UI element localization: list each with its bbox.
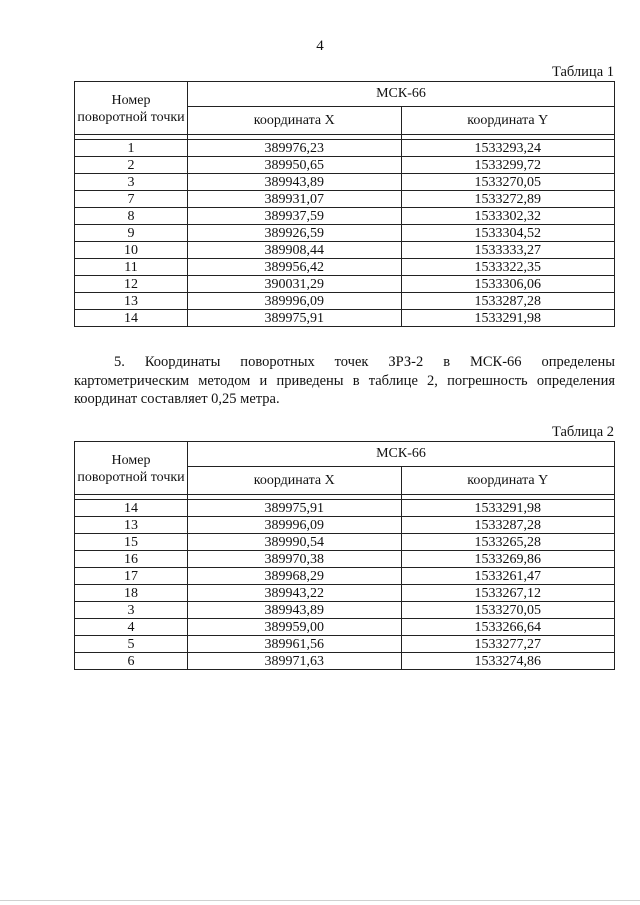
point-number-cell: 3 (75, 602, 188, 619)
point-number-cell: 15 (75, 534, 188, 551)
table-row (75, 242, 615, 259)
point-number-cell: 5 (75, 636, 188, 653)
point-number-header: Номер поворотной точки (75, 82, 188, 135)
table-row (75, 208, 615, 225)
coordinate-x-cell: 389937,59 (188, 208, 402, 225)
point-number-cell: 11 (75, 259, 188, 276)
paragraph-text: 5. Координаты поворотных точек ЗРЗ-2 в МСК-66 определены картометрическим методом и приведены в таблице 2, погрешность определения координат составляет 0,25 метра. (74, 354, 615, 407)
coordinate-y-cell: 1533302,32 (401, 208, 615, 225)
coordinate-y-cell: 1533270,05 (401, 174, 615, 191)
table-row (75, 653, 615, 670)
coordinate-x-cell: 389968,29 (188, 568, 402, 585)
point-number-cell: 3 (75, 174, 188, 191)
coordinate-y-cell: 1533266,64 (401, 619, 615, 636)
table-row (75, 157, 615, 174)
coordinate-y-cell: 1533287,28 (401, 293, 615, 310)
point-number-cell: 7 (75, 191, 188, 208)
coordinate-x-cell: 389943,22 (188, 585, 402, 602)
coordinates-table-2 (74, 441, 615, 670)
point-number-cell: 4 (75, 619, 188, 636)
point-number-cell: 13 (75, 517, 188, 534)
table-row (75, 619, 615, 636)
coordinate-x-cell: 389959,00 (188, 619, 402, 636)
table-row (75, 293, 615, 310)
coordinate-x-cell: 389956,42 (188, 259, 402, 276)
coordinate-y-cell: 1533269,86 (401, 551, 615, 568)
coordinate-y-cell: 1533322,35 (401, 259, 615, 276)
coordinate-y-cell: 1533267,12 (401, 585, 615, 602)
point-number-cell: 8 (75, 208, 188, 225)
scan-edge-divider (0, 900, 640, 901)
coordinate-y-header: координата Y (401, 467, 615, 495)
table-row (75, 191, 615, 208)
page-number: 4 (316, 38, 324, 54)
coordinate-y-cell: 1533333,27 (401, 242, 615, 259)
coordinate-system-header: МСК-66 (188, 442, 615, 467)
coordinate-y-cell: 1533274,86 (401, 653, 615, 670)
table-1-body (75, 135, 615, 327)
table-row (75, 585, 615, 602)
point-number-cell: 10 (75, 242, 188, 259)
point-number-cell: 18 (75, 585, 188, 602)
coordinate-y-cell: 1533261,47 (401, 568, 615, 585)
coordinate-y-cell: 1533272,89 (401, 191, 615, 208)
coordinate-x-cell: 389943,89 (188, 174, 402, 191)
point-number-cell: 12 (75, 276, 188, 293)
paragraph-5 (74, 353, 615, 409)
coordinate-y-cell: 1533291,98 (401, 310, 615, 327)
table-row (75, 310, 615, 327)
table-row (75, 140, 615, 157)
point-number-cell: 14 (75, 310, 188, 327)
point-number-cell: 17 (75, 568, 188, 585)
coordinate-x-cell: 389990,54 (188, 534, 402, 551)
table-row (75, 500, 615, 517)
point-number-header: Номер поворотной точки (75, 442, 188, 495)
coordinate-x-cell: 389931,07 (188, 191, 402, 208)
coordinate-x-cell: 389975,91 (188, 500, 402, 517)
table-row (75, 534, 615, 551)
point-number-cell: 2 (75, 157, 188, 174)
point-number-cell: 13 (75, 293, 188, 310)
coordinate-x-cell: 389950,65 (188, 157, 402, 174)
table-row (75, 276, 615, 293)
table-row (75, 174, 615, 191)
point-number-cell: 6 (75, 653, 188, 670)
coordinate-x-cell: 389996,09 (188, 293, 402, 310)
coordinate-x-header: координата X (188, 107, 402, 135)
point-number-cell: 14 (75, 500, 188, 517)
coordinate-y-cell: 1533277,27 (401, 636, 615, 653)
coordinate-x-cell: 389996,09 (188, 517, 402, 534)
coordinate-y-cell: 1533293,24 (401, 140, 615, 157)
coordinate-x-cell: 389975,91 (188, 310, 402, 327)
coordinate-x-cell: 390031,29 (188, 276, 402, 293)
coordinate-x-cell: 389961,56 (188, 636, 402, 653)
coordinate-y-cell: 1533306,06 (401, 276, 615, 293)
table-row (75, 517, 615, 534)
table-row (75, 568, 615, 585)
table-row (75, 225, 615, 242)
table-row (75, 551, 615, 568)
coordinate-y-header: координата Y (401, 107, 615, 135)
coordinate-system-header: МСК-66 (188, 82, 615, 107)
coordinate-y-cell: 1533299,72 (401, 157, 615, 174)
coordinate-x-cell: 389943,89 (188, 602, 402, 619)
coordinate-y-cell: 1533287,28 (401, 517, 615, 534)
coordinates-table-1 (74, 81, 615, 327)
coordinate-y-cell: 1533304,52 (401, 225, 615, 242)
table-row (75, 602, 615, 619)
coordinate-x-header: координата X (188, 467, 402, 495)
coordinate-x-cell: 389976,23 (188, 140, 402, 157)
point-number-cell: 1 (75, 140, 188, 157)
point-number-cell: 16 (75, 551, 188, 568)
coordinate-x-cell: 389970,38 (188, 551, 402, 568)
table-2-caption: Таблица 2 (551, 424, 614, 440)
point-number-cell: 9 (75, 225, 188, 242)
table-2-body (75, 495, 615, 670)
coordinate-y-cell: 1533265,28 (401, 534, 615, 551)
table-row (75, 636, 615, 653)
coordinate-x-cell: 389971,63 (188, 653, 402, 670)
coordinate-y-cell: 1533270,05 (401, 602, 615, 619)
coordinate-x-cell: 389926,59 (188, 225, 402, 242)
table-1-caption: Таблица 1 (551, 64, 614, 80)
coordinate-y-cell: 1533291,98 (401, 500, 615, 517)
table-row (75, 259, 615, 276)
coordinate-x-cell: 389908,44 (188, 242, 402, 259)
